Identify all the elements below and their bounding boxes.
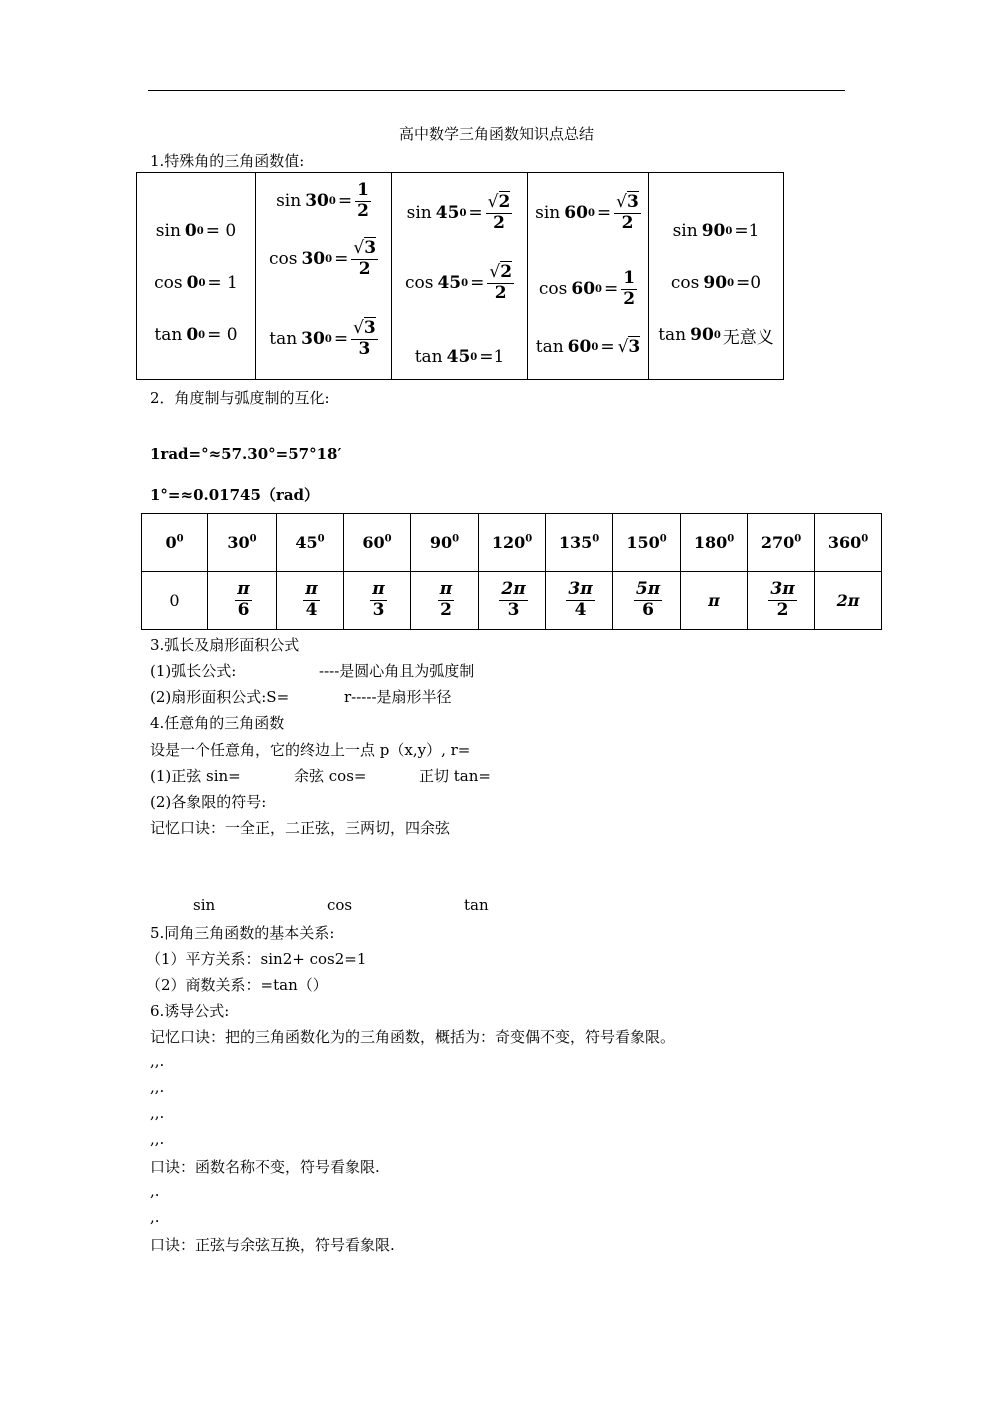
formula-row-6: ,.	[150, 1208, 160, 1226]
trig-value-entry	[392, 261, 527, 303]
equals-sign: =	[600, 337, 615, 357]
quotient-relation: （2）商数关系：=tan（）	[146, 976, 328, 994]
degree-mark: 0	[591, 341, 599, 353]
trig-value-entry	[649, 265, 783, 301]
function-name: tan	[658, 325, 687, 345]
result-value: =1	[734, 221, 760, 241]
radian-cell	[344, 572, 411, 630]
quadrant-mnemonic: 记忆口诀：一全正，二正弦，三两切，四余弦	[150, 819, 451, 837]
function-name: tan	[414, 347, 443, 367]
degree-cell: $150^0$	[613, 514, 681, 572]
section6-heading: 6.诱导公式:	[150, 1002, 230, 1020]
radian-cell: 0	[142, 572, 208, 630]
trig-value-entry	[392, 339, 527, 375]
fraction-denominator: 2	[621, 212, 634, 233]
function-name: sin	[406, 203, 432, 223]
angle-value: 30	[301, 249, 326, 269]
arc-length-note: ----是圆心角且为弧度制	[319, 662, 475, 680]
section4-heading: 4.任意角的三角函数	[150, 714, 285, 732]
degree-mark: 0	[713, 329, 721, 341]
tangent-definition: 正切 tan=	[419, 767, 491, 785]
result-value: =0	[736, 273, 762, 293]
degree-mark: 0	[328, 195, 336, 207]
angle-value: 60	[571, 279, 596, 299]
angle-value: 90	[701, 221, 726, 241]
trig-value-entry	[256, 237, 391, 279]
special-angle-table	[136, 172, 784, 380]
fraction-numerator: √3	[353, 237, 377, 258]
function-name: sin	[535, 203, 561, 223]
result-value: = 1	[207, 273, 238, 293]
fraction-denominator: 3	[358, 338, 371, 359]
formula-row-5: ,.	[150, 1182, 160, 1200]
arbitrary-angle-definition: 设是一个任意角，它的终边上一点 p（x,y）, r=	[150, 741, 471, 759]
function-name: cos	[670, 273, 700, 293]
degree-mark: 0	[470, 351, 478, 363]
degree-mark: 0	[196, 225, 204, 237]
degree-cell: $270^0$	[748, 514, 815, 572]
function-name: sin	[672, 221, 698, 241]
equals-sign: =	[333, 329, 349, 349]
fraction-numerator: √2	[487, 191, 511, 212]
equals-sign: =	[604, 279, 619, 299]
trig-value-entry	[649, 317, 783, 353]
trig-value-entry	[137, 213, 255, 249]
function-name: tan	[154, 325, 183, 345]
angle-value: 30	[305, 191, 329, 211]
degree-mark: 0	[324, 333, 332, 345]
radian-cell	[479, 572, 546, 630]
page-title: 高中数学三角函数知识点总结	[398, 125, 594, 143]
special-angle-column	[528, 173, 649, 380]
sin-diagram-label: sin	[193, 896, 216, 914]
rad-to-degree-line: 1rad=°≈57.30°=57°18′	[150, 445, 342, 463]
degree-cell: $60^0$	[344, 514, 411, 572]
special-angle-column	[137, 173, 256, 380]
result-value: = 0	[207, 325, 238, 345]
degree-mark: 0	[459, 207, 467, 219]
function-name: cos	[404, 273, 434, 293]
degree-mark: 0	[325, 253, 333, 265]
fraction-result	[614, 193, 641, 233]
formula-row-4: ,,.	[150, 1130, 165, 1148]
function-name: cos	[154, 273, 183, 293]
degree-cell: $30^0$	[208, 514, 277, 572]
function-name: tan	[269, 329, 298, 349]
fraction-numerator: 1	[357, 179, 369, 200]
result-value: 无意义	[722, 327, 774, 348]
radian-cell	[613, 572, 681, 630]
sqrt-result: √3	[617, 337, 641, 357]
equals-sign: =	[337, 191, 353, 211]
fraction-denominator: 2	[493, 212, 505, 233]
trig-value-entry	[137, 265, 255, 301]
radian-fraction: $\frac{5\pi}{6}$	[635, 579, 661, 620]
fraction-denominator: 2	[623, 288, 636, 309]
radian-fraction: $\frac{\pi}{2}$	[439, 579, 453, 620]
angle-value: 0	[186, 325, 199, 345]
degree-cell: $0^0$	[142, 514, 208, 572]
fraction-denominator: 2	[358, 258, 371, 279]
degree-to-rad-line: 1°=≈0.01745（rad）	[150, 486, 320, 504]
cosine-definition: 余弦 cos=	[294, 767, 367, 785]
trig-value-entry	[256, 179, 391, 221]
result-value: =1	[479, 347, 505, 367]
fraction-result	[351, 239, 378, 279]
degree-cell: $120^0$	[479, 514, 546, 572]
angle-value: 90	[690, 325, 714, 345]
angle-value: 90	[703, 273, 728, 293]
trig-value-entry	[528, 191, 648, 233]
fraction-numerator: √2	[489, 261, 513, 282]
mnemonic-name-unchanged: 口诀：函数名称不变，符号看象限.	[150, 1158, 380, 1176]
fraction-result	[351, 319, 378, 359]
quadrant-signs-heading: (2)各象限的符号:	[150, 793, 267, 811]
sector-area-note: r-----是扇形半径	[344, 688, 452, 706]
angle-value: 30	[301, 329, 325, 349]
degree-cell: $135^0$	[546, 514, 613, 572]
angle-value: 45	[437, 273, 462, 293]
function-name: cos	[268, 249, 298, 269]
degree-cell: $45^0$	[277, 514, 344, 572]
radian-cell	[411, 572, 479, 630]
degree-mark: 0	[461, 277, 469, 289]
radian-cell	[208, 572, 277, 630]
degree-cell: $90^0$	[411, 514, 479, 572]
degree-mark: 0	[727, 277, 735, 289]
fraction-numerator: √3	[616, 191, 639, 212]
radian-fraction: $\frac{3\pi}{2}$	[770, 579, 795, 620]
degree-radian-table	[141, 513, 882, 630]
special-angle-column	[256, 173, 392, 380]
fraction-denominator: 2	[494, 282, 507, 303]
cos-diagram-label: cos	[327, 896, 353, 914]
radian-cell	[748, 572, 815, 630]
degree-cell: $180^0$	[681, 514, 748, 572]
trig-value-entry	[528, 267, 648, 309]
trig-value-entry	[528, 329, 648, 365]
radian-fraction: $\frac{\pi}{6}$	[237, 579, 250, 620]
radian-fraction: $\frac{2\pi}{3}$	[501, 579, 526, 620]
degree-mark: 0	[198, 329, 206, 341]
arc-length-formula-label: (1)弧长公式:	[150, 662, 237, 680]
equals-sign: =	[468, 203, 483, 223]
section5-heading: 5.同角三角函数的基本关系:	[150, 924, 335, 942]
angle-value: 45	[435, 203, 460, 223]
header-rule	[148, 90, 845, 91]
special-angle-column	[649, 173, 784, 380]
degree-cell: $360^0$	[815, 514, 882, 572]
function-name: cos	[538, 279, 568, 299]
degree-mark: 0	[595, 283, 603, 295]
formula-row-3: ,,.	[150, 1104, 165, 1122]
function-name: sin	[155, 221, 181, 241]
fraction-numerator: 1	[623, 267, 636, 288]
tan-diagram-label: tan	[464, 896, 489, 914]
equals-sign: =	[334, 249, 349, 269]
radian-cell: π	[681, 572, 748, 630]
section2-heading: 2．角度制与弧度制的互化:	[150, 389, 330, 407]
degree-mark: 0	[725, 225, 733, 237]
angle-value: 60	[567, 337, 592, 357]
radian-fraction: $\frac{\pi}{4}$	[305, 579, 318, 620]
equals-sign: =	[596, 203, 612, 223]
special-angle-column	[392, 173, 528, 380]
fraction-result	[486, 193, 513, 233]
section3-heading: 3.弧长及扇形面积公式	[150, 636, 300, 654]
angle-value: 45	[446, 347, 471, 367]
radian-cell	[546, 572, 613, 630]
fraction-result	[487, 263, 514, 303]
angle-value: 0	[184, 221, 197, 241]
radian-cell: 2π	[815, 572, 882, 630]
trig-value-entry	[392, 191, 527, 233]
radian-fraction: $\frac{\pi}{3}$	[372, 579, 385, 620]
trig-value-entry	[649, 213, 783, 249]
sine-definition: (1)正弦 sin=	[150, 767, 241, 785]
radian-fraction: $\frac{3\pi}{4}$	[568, 579, 593, 620]
radian-cell	[277, 572, 344, 630]
function-name: sin	[276, 191, 302, 211]
trig-value-entry	[256, 317, 391, 359]
angle-value: 60	[564, 203, 588, 223]
induction-mnemonic: 记忆口诀：把的三角函数化为的三角函数，概括为：奇变偶不变，符号看象限。	[150, 1028, 676, 1046]
formula-row-2: ,,.	[150, 1078, 165, 1096]
section1-heading: 1.特殊角的三角函数值:	[150, 152, 305, 170]
fraction-result	[355, 181, 371, 221]
angle-value: 0	[186, 273, 199, 293]
sector-area-formula-label: (2)扇形面积公式:S=	[150, 688, 290, 706]
degree-mark: 0	[587, 207, 595, 219]
fraction-result	[621, 269, 637, 309]
trig-value-entry	[137, 317, 255, 353]
function-name: tan	[535, 337, 564, 357]
fraction-denominator: 2	[357, 200, 369, 221]
formula-row-1: ,,.	[150, 1052, 165, 1070]
fraction-numerator: √3	[353, 317, 376, 338]
equals-sign: =	[470, 273, 485, 293]
degree-mark: 0	[198, 277, 206, 289]
mnemonic-sine-cosine-swap: 口诀：正弦与余弦互换，符号看象限.	[150, 1236, 395, 1254]
square-relation: （1）平方关系：sin2+ cos2=1	[146, 950, 367, 968]
result-value: = 0	[205, 221, 237, 241]
